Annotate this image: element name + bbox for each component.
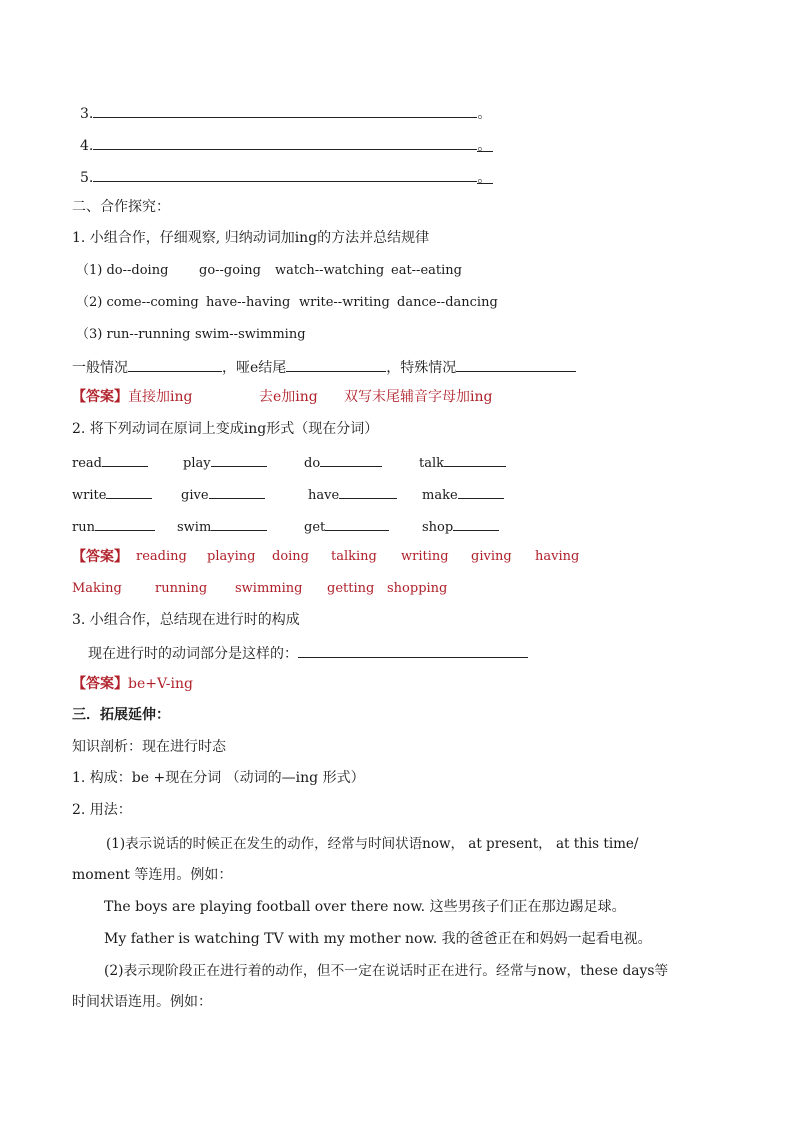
verb-read: read xyxy=(72,453,148,473)
example-row-2-item-2: have--having xyxy=(206,295,291,310)
question-1-title: 1. 小组合作，仔细观察, 归纳动词加ing的方法并总结规律 xyxy=(72,230,430,246)
verb-swim: swim xyxy=(177,517,267,537)
answer-running: running xyxy=(155,581,208,596)
fill-blank[interactable] xyxy=(286,357,386,372)
fill-blank[interactable] xyxy=(298,643,528,658)
usage-1-line-1: (1)表示说话的时候正在发生的动作，经常与时间状语now， at present， at this time/ xyxy=(106,836,639,852)
rule-general-label: 一般情况 xyxy=(72,360,128,376)
answer-tag: 【答案】 xyxy=(72,549,128,565)
fill-blank[interactable] xyxy=(211,453,267,467)
line-end-mark: 。 xyxy=(477,170,492,186)
answer-swimming: swimming xyxy=(235,581,303,596)
fill-blank[interactable] xyxy=(211,517,267,531)
answer-giving: giving xyxy=(471,549,512,564)
fill-blank[interactable] xyxy=(444,453,506,467)
example-row-2-item-4: dance--dancing xyxy=(397,295,498,310)
verb-play: play xyxy=(183,453,267,473)
example-row-3-item-1: （3) run--running xyxy=(76,327,191,342)
answer-reading: reading xyxy=(136,549,187,564)
fill-blank[interactable] xyxy=(339,485,397,499)
line-end-mark: 。 xyxy=(477,106,492,122)
answer-tag: 【答案】 xyxy=(72,389,128,405)
fill-blank[interactable] xyxy=(93,103,477,118)
example-row-1-item-2: go--going xyxy=(199,263,261,278)
fill-blank[interactable] xyxy=(95,517,155,531)
answer-doing: doing xyxy=(272,549,310,564)
example-sentence-2: My father is watching TV with my mother now. 我的爸爸正在和妈妈一起看电视。 xyxy=(104,931,652,947)
question-3-prompt: 现在进行时的动词部分是这样的： xyxy=(88,643,528,663)
line-number: 5. xyxy=(80,170,94,186)
line-end-mark: 。 xyxy=(477,138,492,154)
question-3-title: 3. 小组合作，总结现在进行时的构成 xyxy=(72,612,300,628)
answer-playing: playing xyxy=(207,549,256,564)
answer-writing: writing xyxy=(401,549,449,564)
example-row-2-item-1: （2) come--coming xyxy=(76,295,199,310)
answer-q3 xyxy=(72,675,193,693)
blank-line-4 xyxy=(80,135,493,155)
example-sentence-1: The boys are playing football over there now. 这些男孩子们正在那边踢足球。 xyxy=(104,899,626,915)
fill-blank[interactable] xyxy=(325,517,389,531)
fill-blank[interactable] xyxy=(106,485,152,499)
verb-talk: talk xyxy=(419,453,506,473)
section-heading-cooperation: 二、合作探究： xyxy=(72,199,170,215)
usage-structure: 1. 构成：be +现在分词 （动词的—ing 形式） xyxy=(72,770,365,786)
question-2-title: 2. 将下列动词在原词上变成ing形式（现在分词） xyxy=(72,421,379,437)
line-number: 4. xyxy=(80,138,94,154)
usage-2-line-2: 时间状语连用。例如： xyxy=(72,994,212,1010)
answer-q1 xyxy=(72,388,192,406)
line-number: 3. xyxy=(80,106,94,122)
rule-special-label: ，特殊情况 xyxy=(386,360,457,376)
answer-shopping: shopping xyxy=(387,581,448,596)
verb-have: have xyxy=(308,485,397,505)
fill-blank[interactable] xyxy=(93,167,477,182)
answer-having: having xyxy=(535,549,580,564)
rule-silent-e-label: ，哑e结尾 xyxy=(222,360,287,376)
blank-line-3 xyxy=(80,103,491,123)
fill-blank[interactable] xyxy=(458,485,504,499)
verb-shop: shop xyxy=(422,517,499,537)
verb-give: give xyxy=(181,485,265,505)
fill-blank[interactable] xyxy=(102,453,148,467)
usage-1-line-2: moment 等连用。例如： xyxy=(72,867,233,883)
answer-1: 直接加ing xyxy=(128,389,193,405)
verb-write: write xyxy=(72,485,152,505)
fill-blank[interactable] xyxy=(128,357,222,372)
example-row-1-item-4: eat--eating xyxy=(391,263,462,278)
fill-blank[interactable] xyxy=(320,453,382,467)
answer-making: Making xyxy=(72,581,122,596)
example-row-3-item-2: swim--swimming xyxy=(195,327,306,342)
fill-blank[interactable] xyxy=(456,357,576,372)
verb-run: run xyxy=(72,517,155,537)
example-row-1-item-3: watch--watching xyxy=(275,263,385,278)
rule-fill-line xyxy=(72,357,576,377)
usage-2-line-1: (2)表示现阶段正在进行着的动作，但不一定在说话时正在进行。经常与now，these days等 xyxy=(104,963,669,979)
answer-3: 双写末尾辅音字母加ing xyxy=(344,389,493,405)
example-row-1-item-1: （1) do--doing xyxy=(76,263,169,278)
fill-blank[interactable] xyxy=(453,517,499,531)
answer-tag: 【答案】 xyxy=(72,676,128,692)
verb-do: do xyxy=(304,453,382,473)
answer-getting: getting xyxy=(327,581,375,596)
knowledge-analysis: 知识剖析：现在进行时态 xyxy=(72,739,226,755)
blank-line-5 xyxy=(80,167,493,187)
fill-blank[interactable] xyxy=(93,135,477,150)
example-row-2-item-3: write--writing xyxy=(299,295,390,310)
answer-talking: talking xyxy=(331,549,377,564)
section-heading-extension: 三．拓展延伸： xyxy=(72,707,170,723)
verb-make: make xyxy=(422,485,504,505)
answer-be-ving: be+V-ing xyxy=(128,676,193,692)
verb-get: get xyxy=(304,517,389,537)
usage-heading: 2. 用法： xyxy=(72,802,132,818)
answer-2: 去e加ing xyxy=(259,389,318,405)
fill-blank[interactable] xyxy=(209,485,265,499)
